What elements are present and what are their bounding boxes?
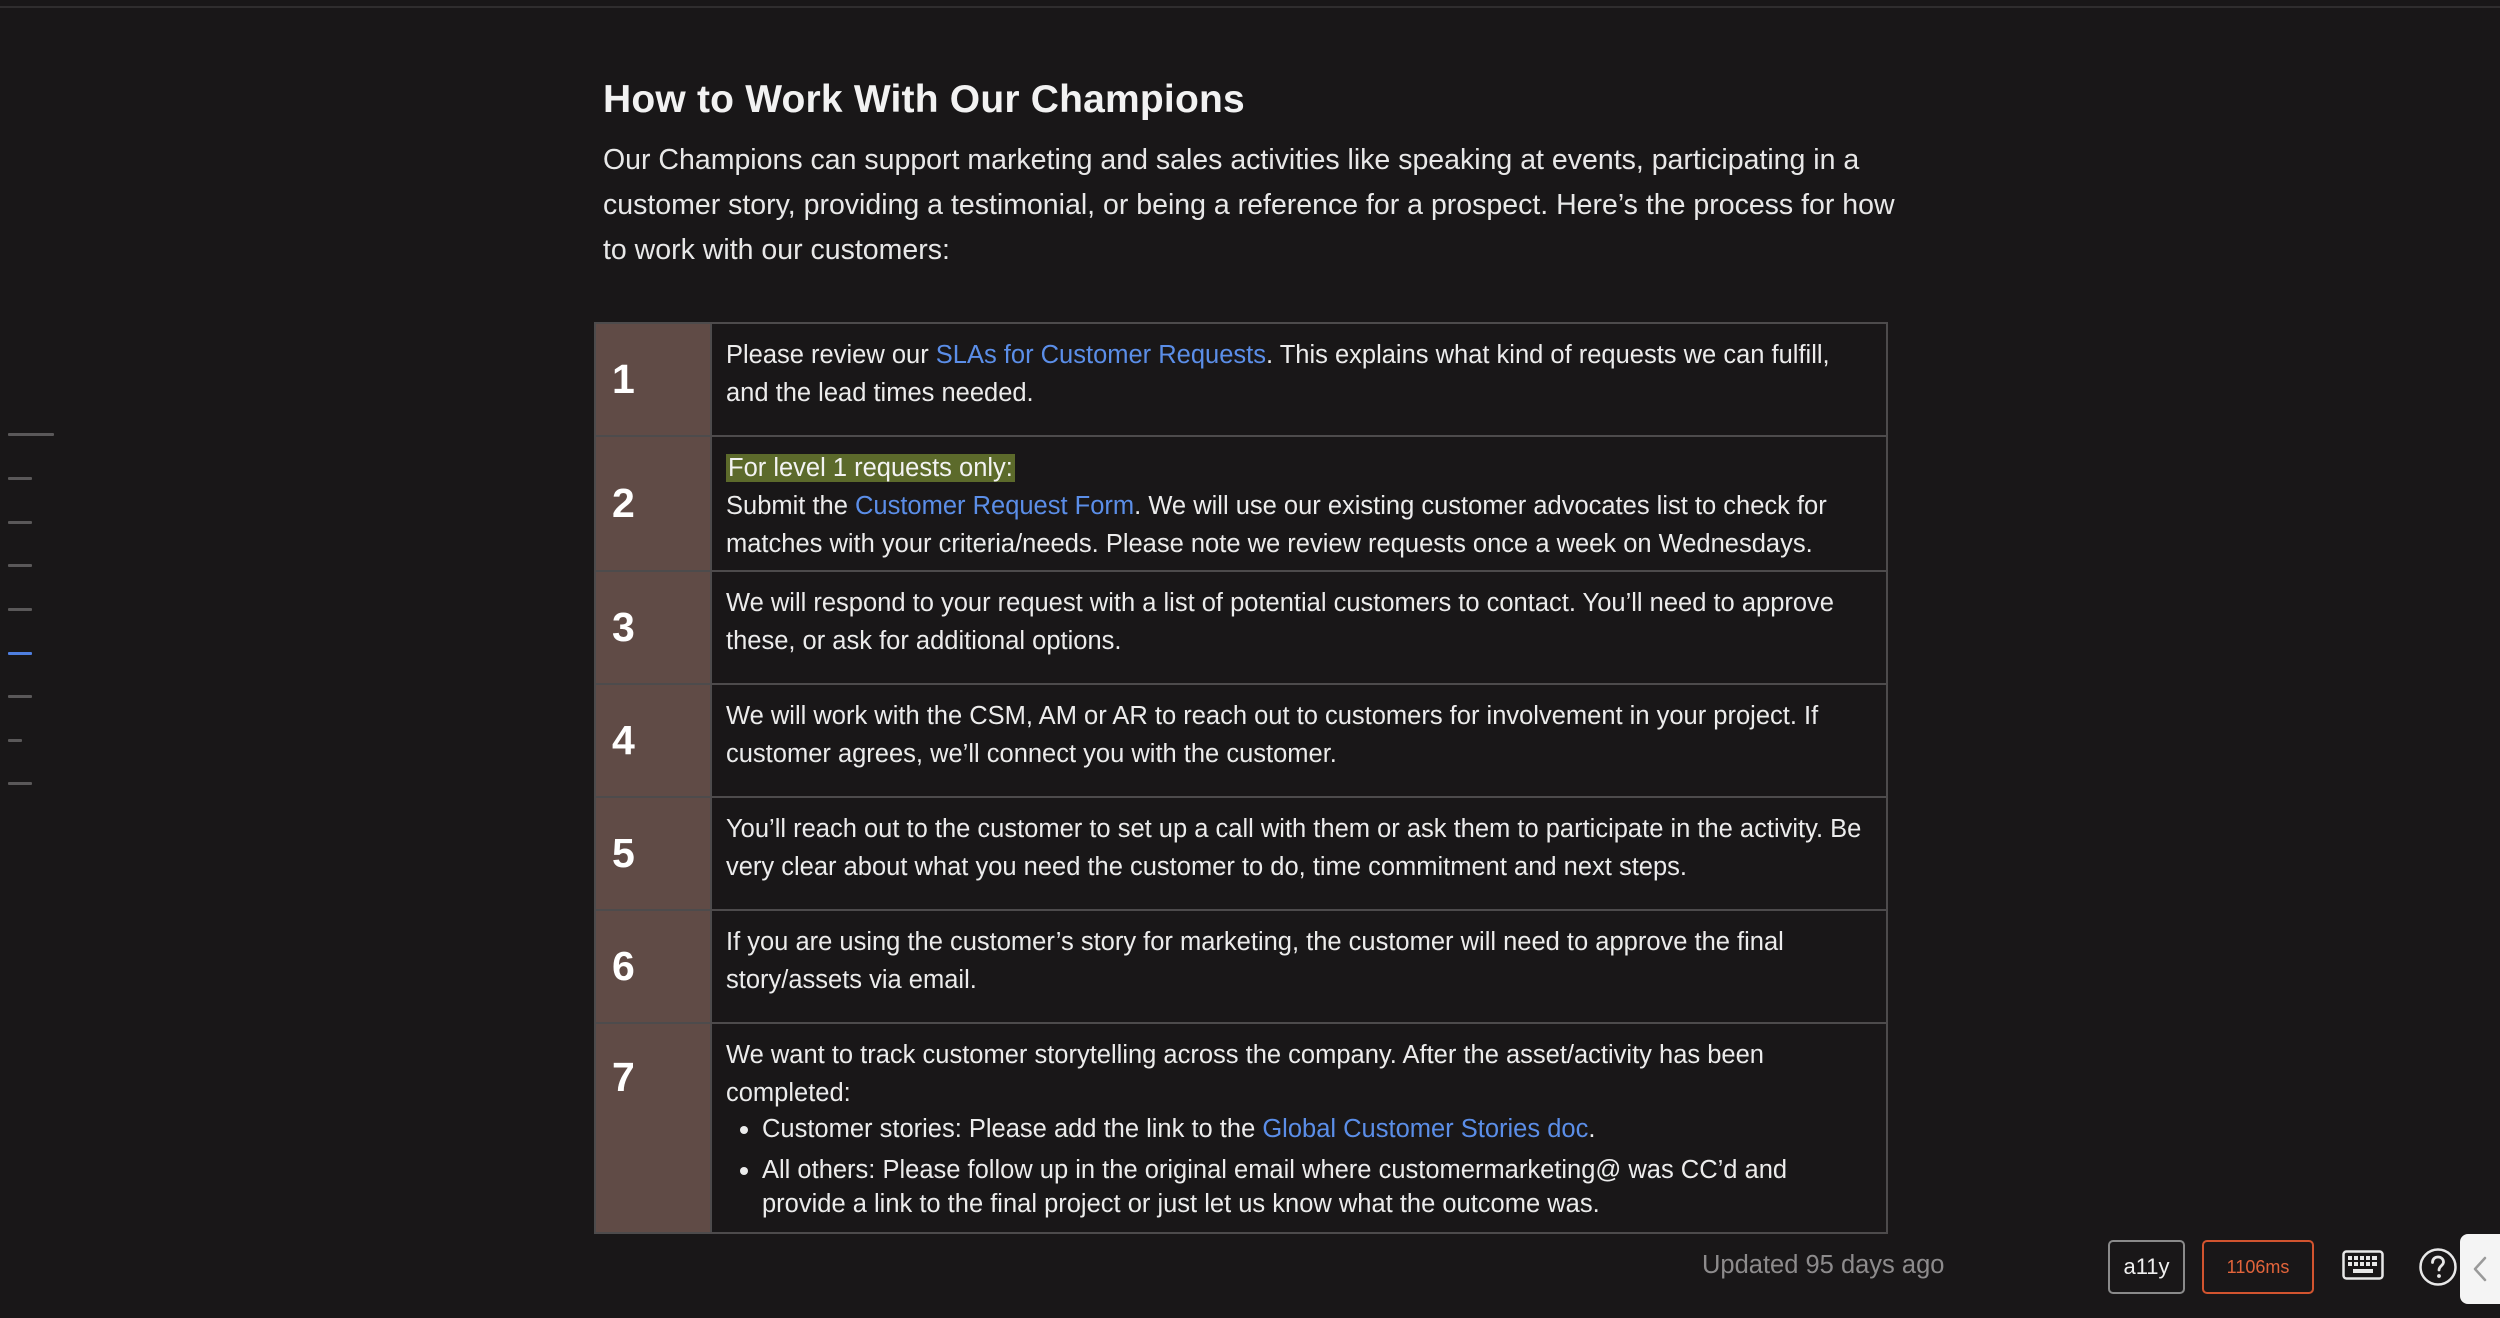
sla-link[interactable]: SLAs for Customer Requests bbox=[935, 341, 1266, 369]
doc-content bbox=[603, 70, 1903, 273]
collapse-panel-tab[interactable] bbox=[2460, 1234, 2500, 1304]
step-text bbox=[710, 324, 1886, 435]
step-number: 4 bbox=[596, 685, 710, 796]
step-row bbox=[596, 798, 1886, 911]
highlighted-note: For level 1 requests only: bbox=[728, 454, 1013, 482]
list-item-text: All others: Please follow up in the original email where customermarketing@ was CC’d and provide a link to the final project or just let us know what the outcome was. bbox=[762, 1156, 1788, 1218]
step-text: We will respond to your request with a list of potential customers to contact. You’ll need to approve these, or ask for additional options. bbox=[710, 572, 1886, 683]
step-text-segment: Submit the bbox=[726, 492, 855, 520]
process-steps-table bbox=[594, 322, 1888, 1234]
outline-item[interactable] bbox=[8, 782, 32, 785]
step-row bbox=[596, 685, 1886, 798]
outline-item[interactable] bbox=[8, 695, 32, 698]
list-item bbox=[726, 1112, 1870, 1146]
outline-item[interactable] bbox=[8, 477, 32, 480]
step-row bbox=[596, 572, 1886, 685]
step-number: 2 bbox=[596, 437, 710, 570]
load-time-badge[interactable]: 1106ms bbox=[2202, 1240, 2314, 1294]
step-text-segment: Please review our bbox=[726, 341, 936, 369]
step-text-segment: . We will use our existing customer advocates list to check for matches with your criteria/needs. Please note we review requests once a week on Wednesdays. bbox=[726, 492, 1827, 558]
step-number: 3 bbox=[596, 572, 710, 683]
step-text-segment: . This explains what kind of requests we can fulfill, and the lead times needed. bbox=[726, 341, 1830, 407]
step-text bbox=[710, 437, 1886, 570]
step-text: You’ll reach out to the customer to set up a call with them or ask them to participate in the activity. Be very clear about what you need the customer to do, time commitment and next steps. bbox=[710, 798, 1886, 909]
customer-request-form-link[interactable]: Customer Request Form bbox=[854, 492, 1135, 520]
top-divider bbox=[0, 6, 2500, 8]
step-row bbox=[596, 911, 1886, 1024]
a11y-button[interactable]: a11y bbox=[2108, 1240, 2185, 1294]
step-number: 7 bbox=[596, 1024, 710, 1232]
list-item-text: Customer stories: Please add the link to the bbox=[762, 1115, 1263, 1143]
outline-item[interactable] bbox=[8, 608, 32, 611]
step-row bbox=[596, 437, 1886, 572]
help-icon[interactable] bbox=[2418, 1247, 2458, 1287]
intro-paragraph: Our Champions can support marketing and sales activities like speaking at events, participating in a customer story, providing a testimonial, or being a reference for a prospect. Here’s the process for how to work with our customers: bbox=[603, 144, 1895, 266]
step-text-segment: We want to track customer storytelling across the company. After the asset/activity has been completed: bbox=[726, 1041, 1764, 1107]
list-item bbox=[726, 1153, 1870, 1221]
outline-item-active[interactable] bbox=[8, 652, 32, 655]
outcome-list bbox=[726, 1112, 1870, 1221]
step-text: If you are using the customer’s story for marketing, the customer will need to approve the final story/assets via email. bbox=[710, 911, 1886, 1022]
step-row bbox=[596, 1024, 1886, 1232]
outline-item[interactable] bbox=[8, 521, 32, 524]
outline-item[interactable] bbox=[8, 433, 54, 436]
keyboard-icon[interactable] bbox=[2342, 1250, 2384, 1280]
step-text bbox=[710, 1024, 1886, 1232]
step-number: 6 bbox=[596, 911, 710, 1022]
outline-item[interactable] bbox=[8, 739, 22, 742]
step-number: 1 bbox=[596, 324, 710, 435]
outline-item[interactable] bbox=[8, 564, 32, 567]
updated-timestamp: Updated 95 days ago bbox=[1702, 1251, 1945, 1279]
step-text: We will work with the CSM, AM or AR to reach out to customers for involvement in your project. If customer agrees, we’ll connect you with the customer. bbox=[710, 685, 1886, 796]
page-title: How to Work With Our Champions bbox=[603, 78, 1245, 121]
chevron-left-icon bbox=[2470, 1254, 2490, 1284]
step-row bbox=[596, 324, 1886, 437]
global-customer-stories-link[interactable]: Global Customer Stories doc bbox=[1262, 1115, 1589, 1143]
step-number: 5 bbox=[596, 798, 710, 909]
list-item-text: . bbox=[1588, 1115, 1596, 1143]
